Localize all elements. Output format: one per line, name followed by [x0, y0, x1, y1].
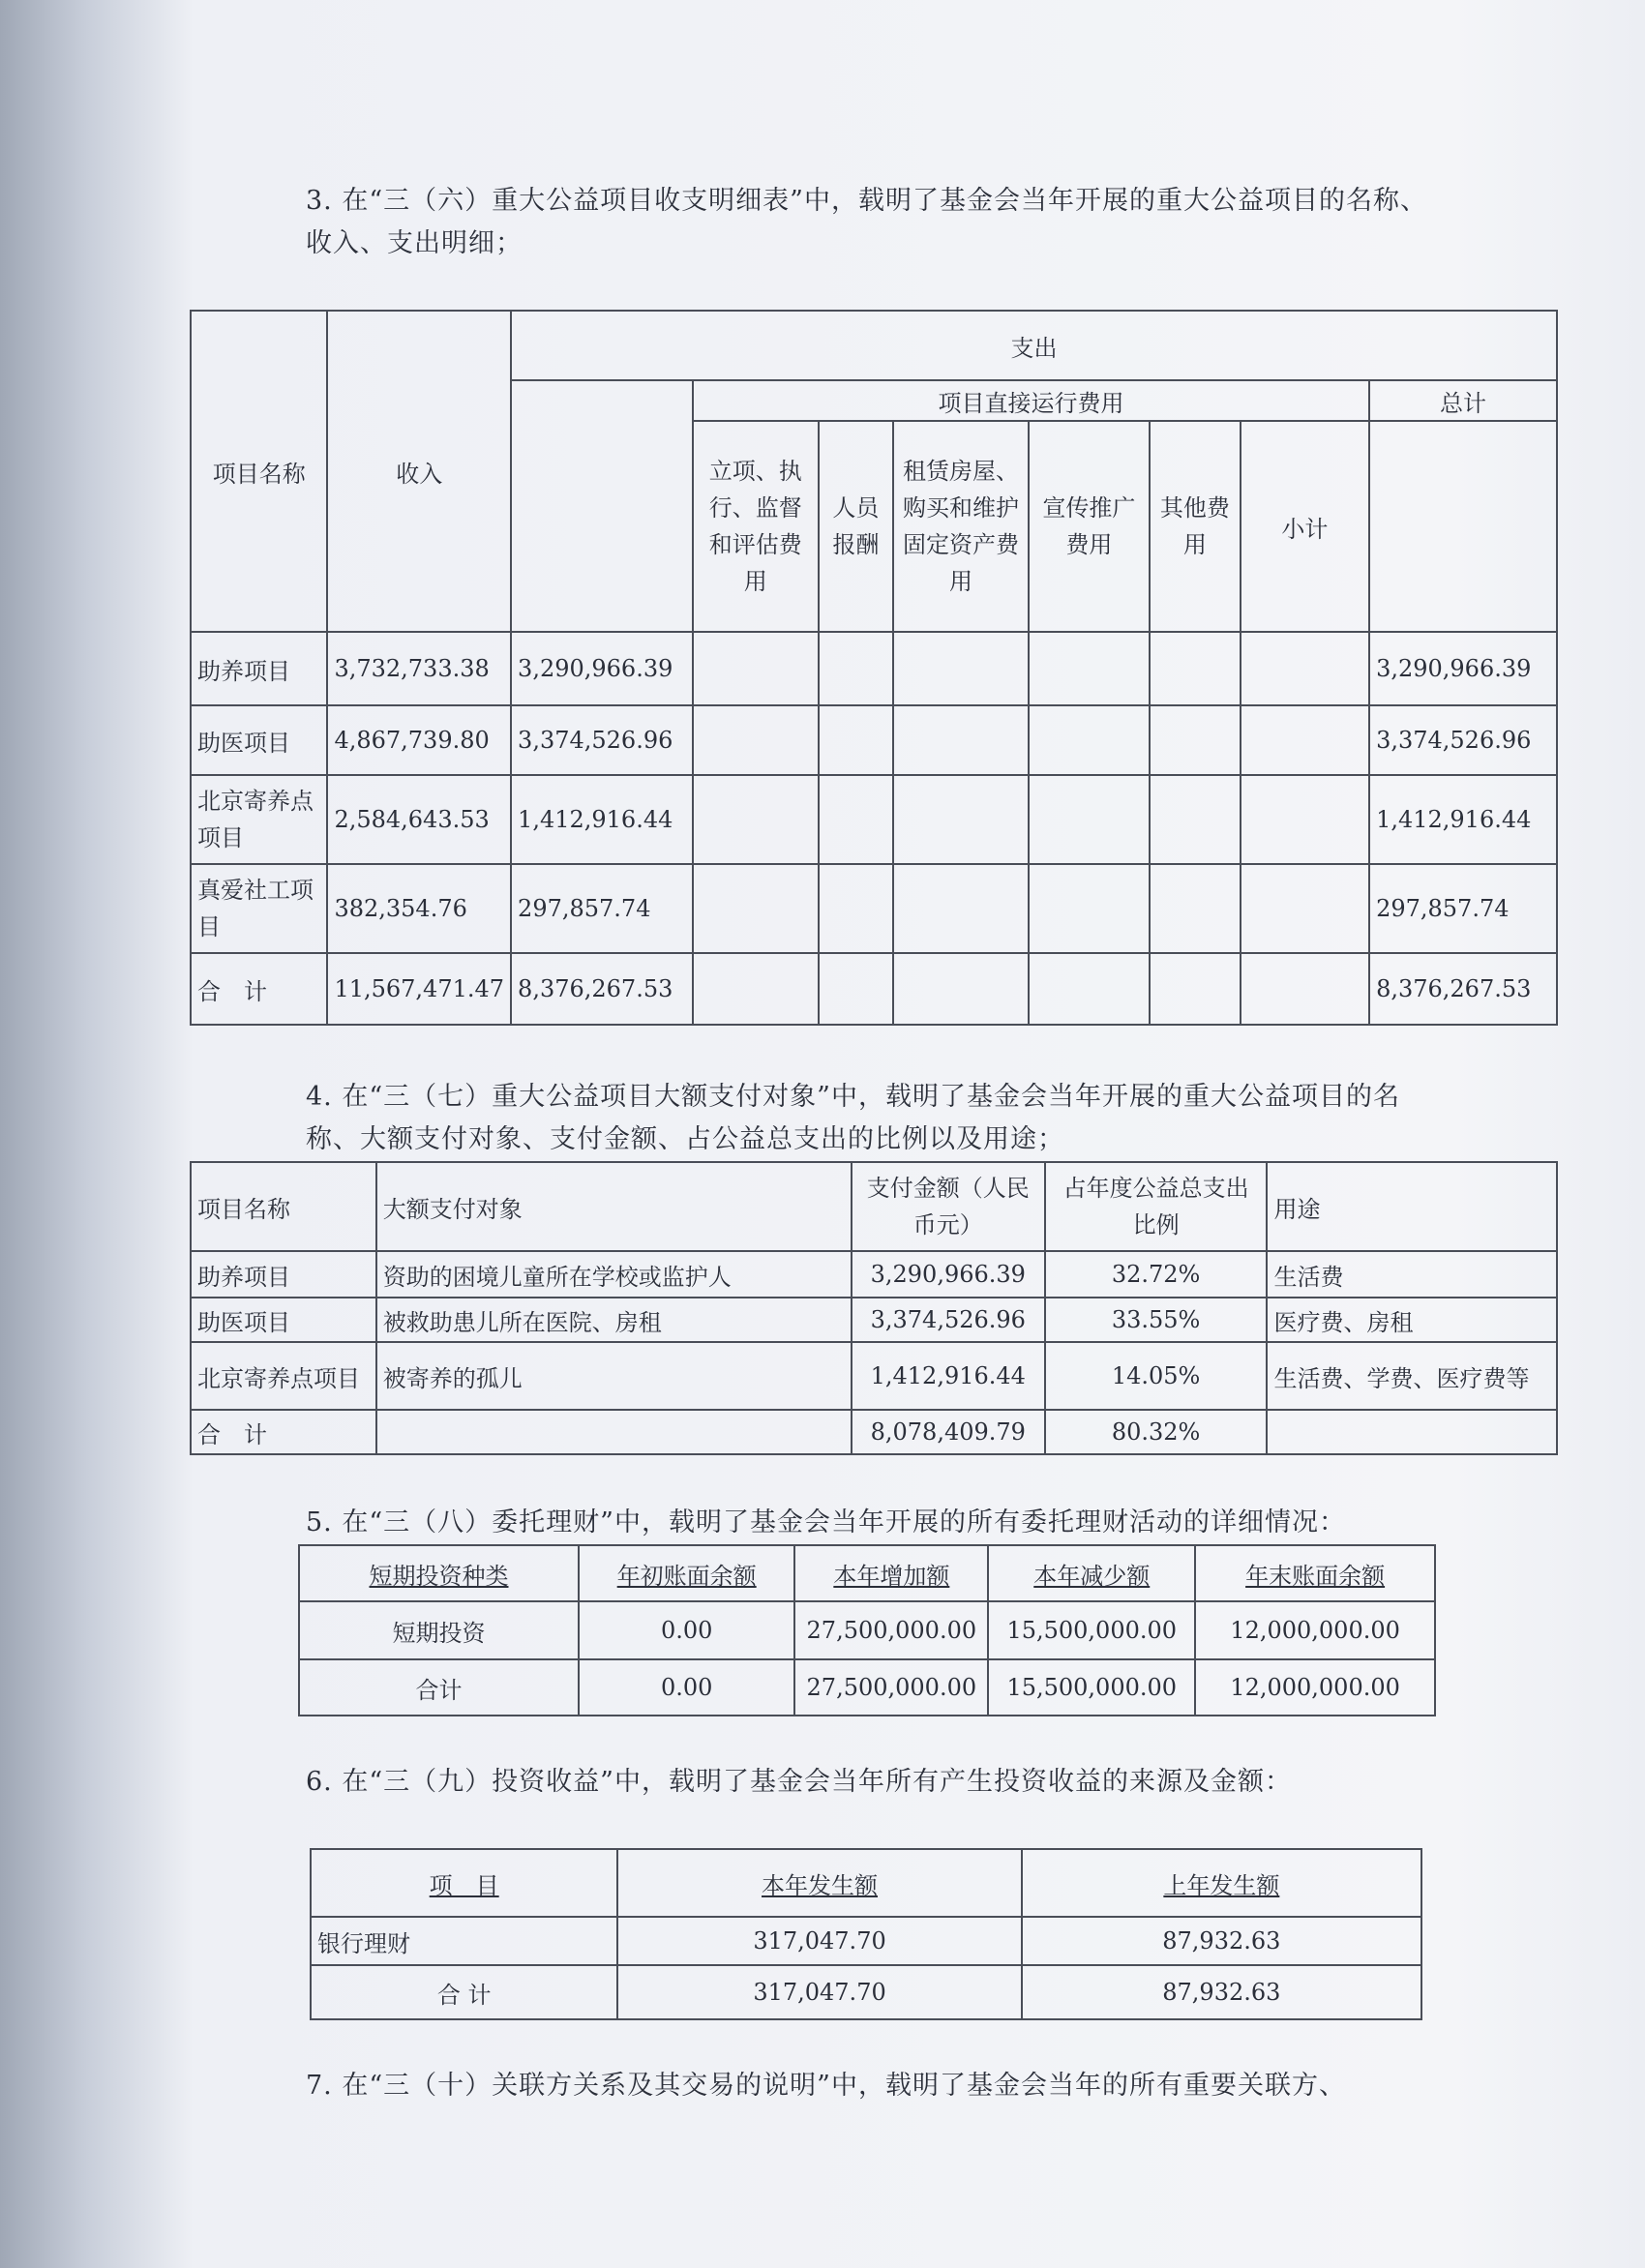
- header-promotion: 宣传推广费用: [1029, 421, 1150, 632]
- paragraph-5: 5. 在“三（八）委托理财”中，载明了基金会当年开展的所有委托理财活动的详细情况：: [306, 1507, 1346, 1537]
- investment-income-table: [310, 1848, 1422, 2020]
- table-row: 银行理财 317,047.70 87,932.63: [311, 1917, 1421, 1965]
- header-income: 收入: [327, 311, 511, 632]
- header-use: 用途: [1267, 1162, 1557, 1251]
- table-row: 北京寄养点项目 2,584,643.53 1,412,916.44 1,412,916.44: [191, 775, 1557, 864]
- header-subtotal: 小计: [1241, 421, 1369, 632]
- header-last-year: 上年发生额: [1022, 1849, 1421, 1917]
- header-decrease: 本年减少额: [988, 1545, 1195, 1601]
- table-row: 助医项目 4,867,739.80 3,374,526.96 3,374,526.96: [191, 705, 1557, 775]
- header-item: 项 目: [311, 1849, 617, 1917]
- table-row-total: 合 计 317,047.70 87,932.63: [311, 1965, 1421, 2019]
- paragraph-3: 3. 在“三（六）重大公益项目收支明细表”中，载明了基金会当年开展的重大公益项目的名称、收入、支出明细；: [306, 186, 1427, 258]
- table-row-total: 合 计 11,567,471.47 8,376,267.53 8,376,267.53: [191, 953, 1557, 1025]
- paragraph-7: 7. 在“三（十）关联方关系及其交易的说明”中，载明了基金会当年的所有重要关联方、: [306, 2071, 1346, 2101]
- large-payment-table: [190, 1161, 1558, 1455]
- major-project-income-expense-table: [190, 310, 1558, 1026]
- table-row: 助医项目 被救助患儿所在医院、房租 3,374,526.96 33.55% 医疗费、房租: [191, 1298, 1557, 1342]
- header-this-year: 本年发生额: [617, 1849, 1021, 1917]
- header-setup-cost: 立项、执行、监督和评估费用: [693, 421, 819, 632]
- header-project-name: 项目名称: [191, 311, 327, 632]
- table-row: 真爱社工项目 382,354.76 297,857.74 297,857.74: [191, 864, 1557, 953]
- table-row: 短期投资 0.00 27,500,000.00 15,500,000.00 12,000,000.00: [299, 1601, 1435, 1659]
- header-increase: 本年增加额: [794, 1545, 988, 1601]
- table-row: 助养项目 3,732,733.38 3,290,966.39 3,290,966.39: [191, 632, 1557, 705]
- table-row-total: 合 计 8,078,409.79 80.32%: [191, 1410, 1557, 1454]
- header-amount: 支付金额（人民币元）: [852, 1162, 1045, 1251]
- header-other-cost: 其他费用: [1150, 421, 1241, 632]
- header-payee: 大额支付对象: [376, 1162, 852, 1251]
- header-rent-assets: 租赁房屋、购买和维护固定资产费用: [893, 421, 1028, 632]
- table-row: 助养项目 资助的困境儿童所在学校或监护人 3,290,966.39 32.72% 生活费: [191, 1251, 1557, 1298]
- entrusted-finance-table: [298, 1544, 1436, 1716]
- header-opening-balance: 年初账面余额: [579, 1545, 794, 1601]
- table-row-total: 合计 0.00 27,500,000.00 15,500,000.00 12,000,000.00: [299, 1659, 1435, 1716]
- header-direct-operating-cost: 项目直接运行费用: [693, 380, 1369, 421]
- header-closing-balance: 年末账面余额: [1195, 1545, 1435, 1601]
- table-row: 北京寄养点项目 被寄养的孤儿 1,412,916.44 14.05% 生活费、学费、医疗费等: [191, 1342, 1557, 1410]
- header-staff-pay: 人员报酬: [819, 421, 894, 632]
- header-ratio: 占年度公益总支出比例: [1045, 1162, 1268, 1251]
- header-investment-type: 短期投资种类: [299, 1545, 579, 1601]
- header-total: 总计: [1369, 380, 1557, 421]
- header-expense: 支出: [511, 311, 1557, 380]
- paragraph-6: 6. 在“三（九）投资收益”中，载明了基金会当年所有产生投资收益的来源及金额：: [306, 1767, 1292, 1797]
- paragraph-4: 4. 在“三（七）重大公益项目大额支付对象”中，载明了基金会当年开展的重大公益项目的名称、大额支付对象、支付金额、占公益总支出的比例以及用途；: [306, 1082, 1400, 1154]
- header-project-name: 项目名称: [191, 1162, 376, 1251]
